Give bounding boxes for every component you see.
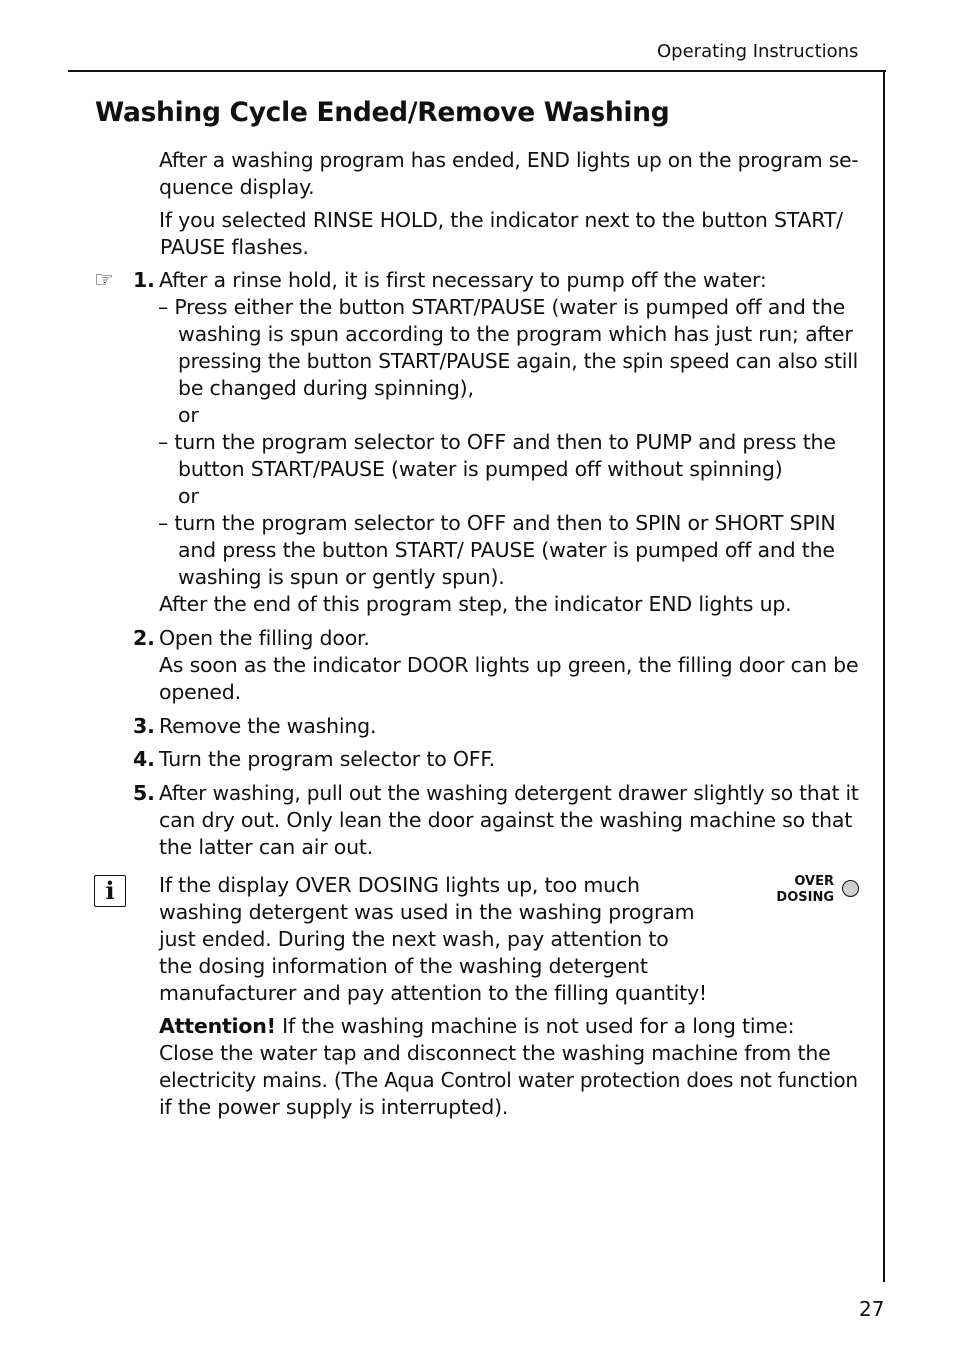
step-number: 3.: [133, 714, 155, 738]
indicator-lamp-icon: [842, 880, 859, 897]
info-icon: [94, 875, 126, 907]
step-line: – turn the program selector to OFF and then to SPIN or SHORT SPIN: [158, 511, 836, 535]
info-line: If the display OVER DOSING lights up, too much: [159, 873, 640, 897]
attention-line: if the power supply is interrupted).: [159, 1095, 509, 1119]
step-line: pressing the button START/PAUSE again, the spin speed can also still: [178, 349, 859, 373]
intro-line: After a washing program has ended, END lights up on the program se-: [159, 148, 859, 172]
step-line: be changed during spinning),: [178, 376, 474, 400]
intro-line: PAUSE flashes.: [160, 235, 309, 259]
step-line: As soon as the indicator DOOR lights up green, the filling door can be: [159, 653, 859, 677]
step-line: washing is spun or gently spun).: [178, 565, 505, 589]
step-text: After a rinse hold, it is first necessary to pump off the water:: [159, 268, 767, 292]
step-text: Remove the washing.: [159, 714, 377, 738]
over-dosing-label-line: OVER: [794, 874, 834, 889]
step-text: Turn the program selector to OFF.: [159, 747, 495, 771]
step-line: – Press either the button START/PAUSE (water is pumped off and the: [158, 295, 846, 319]
step-line: opened.: [159, 680, 241, 704]
intro-line: If you selected RINSE HOLD, the indicator next to the button START/: [159, 208, 843, 232]
step-line: can dry out. Only lean the door against the washing machine so that: [159, 808, 853, 832]
step-number: 4.: [133, 747, 155, 771]
attention-line: Close the water tap and disconnect the washing machine from the: [159, 1041, 831, 1065]
over-dosing-label-line: DOSING: [776, 890, 834, 905]
step-line: the latter can air out.: [159, 835, 374, 859]
info-line: just ended. During the next wash, pay attention to: [159, 927, 669, 951]
header-rule: [68, 70, 886, 72]
pointing-hand-icon: ☞: [94, 268, 114, 293]
attention-text: If the washing machine is not used for a long time:: [275, 1014, 795, 1038]
step-line: button START/PAUSE (water is pumped off without spinning): [178, 457, 783, 481]
step-number: 2.: [133, 626, 155, 650]
step-line: or: [178, 403, 199, 427]
step-line: washing is spun according to the program which has just run; after: [178, 322, 853, 346]
step-line: After washing, pull out the washing detergent drawer slightly so that it: [159, 781, 859, 805]
step-line: After the end of this program step, the indicator END lights up.: [159, 592, 792, 616]
step-line: or: [178, 484, 199, 508]
page-edge-rule: [883, 70, 885, 1282]
section-title: Washing Cycle Ended/Remove Washing: [95, 97, 670, 128]
page-number: 27: [859, 1297, 885, 1321]
info-line: washing detergent was used in the washing program: [159, 900, 695, 924]
step-line: – turn the program selector to OFF and then to PUMP and press the: [158, 430, 836, 454]
intro-line: quence display.: [159, 175, 315, 199]
attention-line: electricity mains. (The Aqua Control water protection does not function: [159, 1068, 858, 1092]
step-number: 5.: [133, 781, 155, 805]
info-line: the dosing information of the washing detergent: [159, 954, 648, 978]
attention-first-line: [159, 1013, 794, 1040]
step-line: and press the button START/ PAUSE (water is pumped off and the: [178, 538, 835, 562]
step-line: Open the filling door.: [159, 626, 370, 650]
attention-label: Attention!: [159, 1014, 276, 1038]
running-header: Operating Instructions: [657, 41, 859, 62]
step-number: 1.: [133, 268, 155, 292]
info-icon-glyph: i: [105, 876, 115, 905]
over-dosing-label: [760, 874, 834, 906]
info-line: manufacturer and pay attention to the filling quantity!: [159, 981, 707, 1005]
